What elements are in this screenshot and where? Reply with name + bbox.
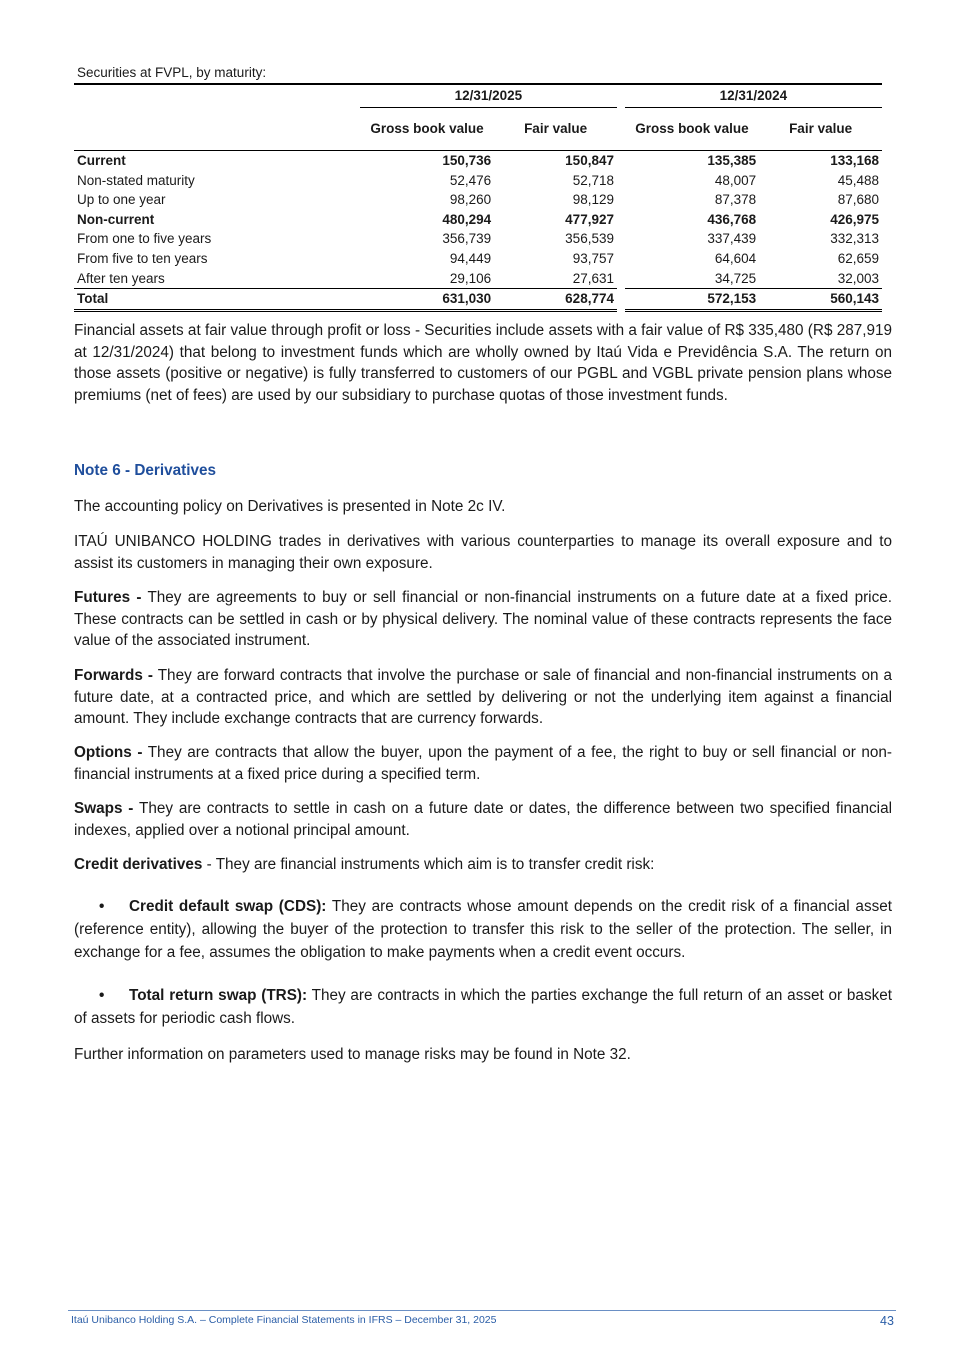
forwards-text: They are forward contracts that involve the purchase or sale of financial and non-financial instruments on a future date, at a contracted price, and which are settled by delivering or not the underlying item against a financial amount. They include exchange contracts that are currency forwards. <box>74 667 892 728</box>
options-term: Options - <box>74 744 143 761</box>
table-row <box>74 190 882 210</box>
cell-value: 45,488 <box>837 172 879 188</box>
cell-value: 477,927 <box>565 211 614 227</box>
securities-maturity-table <box>74 83 882 312</box>
header-gross-2025: Gross book value <box>360 108 494 151</box>
header-date-2025: 12/31/2025 <box>360 84 617 108</box>
page-number: 43 <box>880 1314 894 1328</box>
table-row <box>74 171 882 191</box>
forwards-paragraph <box>74 665 892 730</box>
bullet-icon: • <box>99 898 105 915</box>
trs-text: They are contracts in which the parties exchange the full return of an asset or basket of assets for periodic cash flows. <box>74 987 892 1027</box>
row-label: From five to ten years <box>77 250 208 266</box>
row-label: Current <box>77 153 126 168</box>
cell-value: 87,680 <box>837 192 879 208</box>
cell-value: 32,003 <box>837 270 879 286</box>
cell-value: 135,385 <box>707 153 757 168</box>
cell-value: 150,847 <box>565 153 614 168</box>
footer-text: Itaú Unibanco Holding S.A. – Complete Financial Statements in IFRS – December 31, 2025 <box>71 1314 497 1326</box>
header-fair-2025: Fair value <box>494 108 617 151</box>
table-row <box>74 249 882 269</box>
cell-value: 94,449 <box>449 250 492 266</box>
cell-value: 628,774 <box>494 289 617 311</box>
table-row <box>74 151 882 171</box>
bullet-icon: • <box>99 987 105 1004</box>
cell-value: 426,975 <box>830 211 879 227</box>
options-text: They are contracts that allow the buyer, upon the payment of a fee, the right to buy or sell financial or non-financial instruments at a fixed price during a specified term. <box>74 744 892 783</box>
cell-value: 62,659 <box>837 250 879 266</box>
table-row-total <box>74 289 882 311</box>
intro-paragraph: ITAÚ UNIBANCO HOLDING trades in derivatives with various counterparties to manage its overall exposure and to assist its customers in managing their own exposure. <box>74 533 892 572</box>
credit-text: - They are financial instruments which aim is to transfer credit risk: <box>202 856 655 873</box>
cell-value: 48,007 <box>714 172 757 188</box>
cell-value: 631,030 <box>360 289 494 311</box>
trs-term: Total return swap (TRS): <box>129 987 308 1004</box>
futures-term: Futures - <box>74 589 142 606</box>
cell-value: 133,168 <box>830 153 879 168</box>
footer-divider <box>68 1310 896 1311</box>
table-row <box>74 229 882 249</box>
cell-value: 52,476 <box>449 172 492 188</box>
cell-value: 572,153 <box>625 289 759 311</box>
credit-derivatives-paragraph <box>74 854 892 876</box>
trs-bullet <box>74 984 892 1030</box>
cell-value: 29,106 <box>449 270 492 286</box>
cds-bullet <box>74 895 892 964</box>
cell-value: 34,725 <box>714 270 757 286</box>
cell-value: 560,143 <box>759 289 882 311</box>
cell-value: 332,313 <box>830 231 879 247</box>
row-label: Non-current <box>77 211 155 227</box>
header-gross-2024: Gross book value <box>625 108 759 151</box>
cell-value: 93,757 <box>572 250 614 266</box>
cell-value: 356,739 <box>442 231 492 247</box>
forwards-term: Forwards - <box>74 667 153 684</box>
cell-value: 52,718 <box>572 172 614 188</box>
cell-value: 27,631 <box>572 270 614 286</box>
fvpl-paragraph: Financial assets at fair value through profit or loss - Securities include assets with a fair value of R$ 335,480 (R$ 287,919 at 12/31/2024) that belong to investment funds which are wholly owned by Itaú Vida e Previdência S.A. The return on those assets (positive or negative) is fully transferred to customers of our PGBL and VGBL private pension plans whose premiums (net of fees) are used by our subsidiary to purchase quotas of those investment funds. <box>74 322 892 404</box>
futures-text: They are agreements to buy or sell financial or non-financial instruments on a future date at a fixed price. These contracts can be settled in cash or by physical delivery. The nominal value of these contracts represents the face value of the associated instrument. <box>74 589 892 650</box>
table-row <box>74 269 882 289</box>
row-label: After ten years <box>77 270 165 286</box>
header-fair-2024: Fair value <box>759 108 882 151</box>
table-header-dates <box>74 84 882 108</box>
policy-paragraph: The accounting policy on Derivatives is presented in Note 2c IV. <box>74 498 506 515</box>
table-row <box>74 210 882 230</box>
cds-term: Credit default swap (CDS): <box>129 898 327 915</box>
cell-value: 356,539 <box>565 231 614 247</box>
row-label: From one to five years <box>77 231 212 247</box>
cell-value: 98,129 <box>572 192 614 208</box>
cell-value: 480,294 <box>442 211 492 227</box>
cell-value: 98,260 <box>449 192 492 208</box>
note-title: Note 6 - Derivatives <box>74 462 216 479</box>
swaps-text: They are contracts to settle in cash on a future date or dates, the difference between two specified financial indexes, applied over a notional principal amount. <box>74 800 892 839</box>
table-caption: Securities at FVPL, by maturity: <box>77 65 267 80</box>
credit-term: Credit derivatives <box>74 856 203 873</box>
cell-value: 337,439 <box>707 231 757 247</box>
futures-paragraph <box>74 587 892 652</box>
swaps-paragraph <box>74 798 892 841</box>
row-label: Non-stated maturity <box>77 172 195 188</box>
cell-value: 64,604 <box>714 250 757 266</box>
options-paragraph <box>74 742 892 785</box>
row-label: Total <box>74 289 360 311</box>
cell-value: 87,378 <box>714 192 757 208</box>
further-info-paragraph: Further information on parameters used to manage risks may be found in Note 32. <box>74 1046 631 1063</box>
cds-text: They are contracts whose amount depends on the credit risk of a financial asset (reference entity), allowing the buyer of the protection to transfer this risk to the seller of the protection. The seller, in exchange for a fee, assumes the obligation to make payments when a credit event occurs. <box>74 898 892 961</box>
cell-value: 436,768 <box>707 211 757 227</box>
header-date-2024: 12/31/2024 <box>625 84 882 108</box>
swaps-term: Swaps - <box>74 800 134 817</box>
table-header-columns <box>74 108 882 151</box>
row-label: Up to one year <box>77 192 166 208</box>
cell-value: 150,736 <box>442 153 492 168</box>
